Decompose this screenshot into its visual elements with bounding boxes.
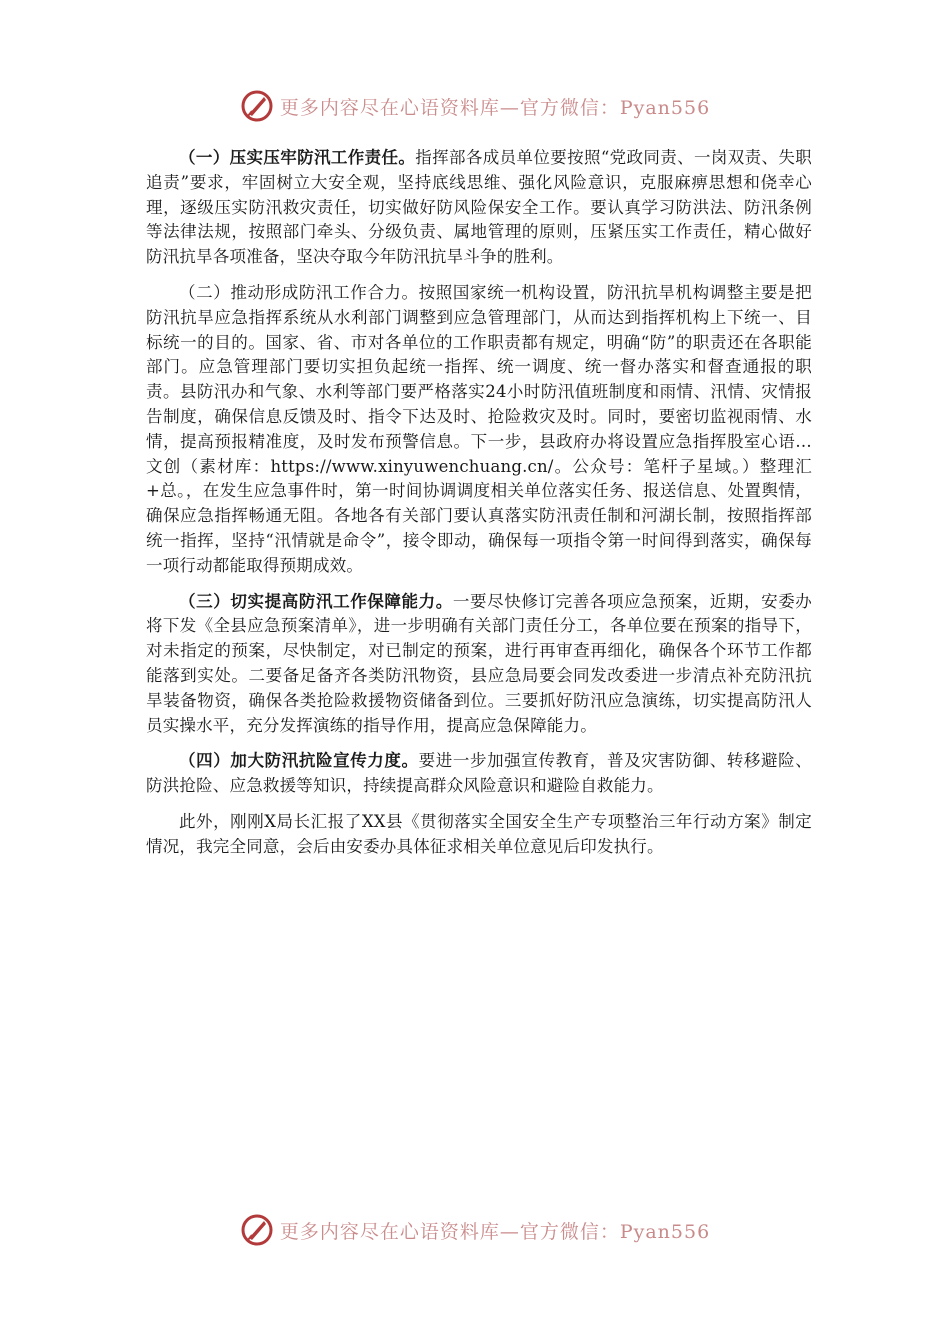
paragraph-2-text: （二）推动形成防汛工作合力。按照国家统一机构设置，防汛抗旱机构调整主要是把防汛抗旱应急指挥系统从水利部门调整到应急管理部门，从而达到指挥机构上下统一、目标统一的目的。国家、省、市对各单位的工作职责都有规定，明确“防”的职责还在各职能部门。应急管理部门要切实担负起统一指挥、统一调度、统一督办落实和督查通报的职责。县防汛办和气象、水利等部门要严格落实24小时防汛值班制度和雨情、汛情、灾情报告制度，确保信息反馈及时、指令下达及时、抢险救灾及时。同时，要密切监视雨情、水情，提高预报精准度，及时发布预警信息。下一步，县政府办将设置应急指挥股室心语…文创（素材库：https://www.xinyuwenchuang.cn/。公众号：笔杆子星域。）整理汇+总。，在发生应急事件时，第一时间协调调度相关单位落实任务、报送信息、处置舆情，确保应急指挥畅通无阻。各地各有关部门要认真落实防汛责任制和河湖长制，按照指挥部统一指挥，坚持“汛情就是命令”，接令即动，确保每一项指令第一时间得到落实，确保每一项行动都能取得预期成效。 bbox=[146, 282, 812, 575]
paragraph-5-text: 此外，刚刚X局长汇报了XX县《贯彻落实全国安全生产专项整治三年行动方案》制定情况，我完全同意，会后由安委办具体征求相关单位意见后印发执行。 bbox=[146, 811, 812, 856]
paragraph-1 bbox=[146, 146, 812, 270]
paragraph-3 bbox=[146, 590, 812, 739]
paragraph-5 bbox=[146, 810, 812, 860]
header-banner bbox=[0, 84, 950, 128]
header-banner-text: 更多内容尽在心语资料库—官方微信：Pyan556 bbox=[279, 96, 711, 119]
paragraph-2 bbox=[146, 281, 812, 579]
quill-logo-icon bbox=[240, 1213, 274, 1247]
footer-banner-text: 更多内容尽在心语资料库—官方微信：Pyan556 bbox=[279, 1220, 711, 1243]
paragraph-3-heading: （三）切实提高防汛工作保障能力。 bbox=[179, 591, 453, 611]
paragraph-1-heading: （一）压实压牢防汛工作责任。 bbox=[179, 148, 416, 167]
paragraph-4-heading: （四）加大防汛抗险宣传力度。 bbox=[179, 751, 419, 771]
paragraph-4 bbox=[146, 749, 812, 799]
paragraph-3-text: 一要尽快修订完善各项应急预案，近期，安委办将下发《全县应急预案清单》，进一步明确有关部门责任分工，各单位要在预案的指导下，对未指定的预案，尽快制定，对已制定的预案，进行再审查再细化，确保各个环节工作都能落到实处。二要备足备齐各类防汛物资，县应急局要会同发改委进一步清点补充防汛抗旱装备物资，确保各类抢险救援物资储备到位。三要抓好防汛应急演练，切实提高防汛人员实操水平，充分发挥演练的指导作用，提高应急保障能力。 bbox=[146, 591, 813, 735]
paragraph-4-text: 要进一步加强宣传教育，普及灾害防御、转移避险、防洪抢险、应急救援等知识，持续提高群众风险意识和避险自救能力。 bbox=[146, 751, 812, 796]
quill-logo-icon bbox=[240, 89, 274, 123]
footer-banner bbox=[0, 1208, 950, 1252]
paragraph-1-text: 指挥部各成员单位要按照“党政同责、一岗双责、失职追责”要求，牢固树立大安全观，坚持底线思维、强化风险意识，克服麻痹思想和侥幸心理，逐级压实防汛救灾责任，切实做好防风险保安全工作。要认真学习防洪法、防汛条例等法律法规，按照部门牵头、分级负责、属地管理的原则，压紧压实工作责任，精心做好防汛抗旱各项准备，坚决夺取今年防汛抗旱斗争的胜利。 bbox=[146, 148, 812, 267]
document-body bbox=[146, 146, 812, 871]
